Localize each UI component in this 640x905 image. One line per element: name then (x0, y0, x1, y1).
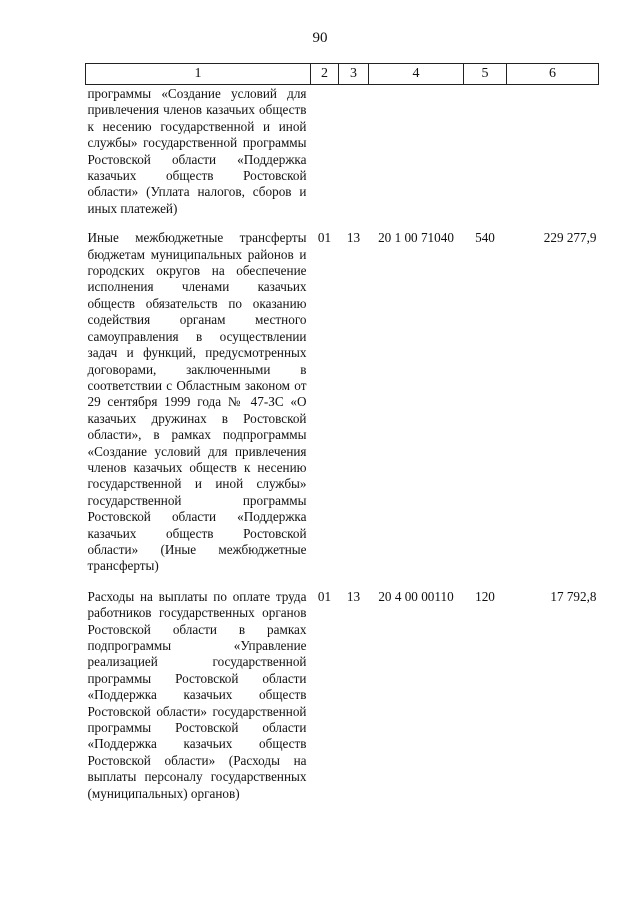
row-description: Иные межбюджетные трансферты бюджетам муниципальных районов и городских округов на обеспечение исполнения членами казачьих обществ обязательств по оказанию содействия органам местного самоуправления в осуществлении задач и функций, предусмотренных договорами, заключенными в соответствии с Областным законом от 29 сентября 1999 года № 47-ЗС «О казачьих дружинах в Ростовской области», в рамках подпрограммы «Создание условий для привлечения членов казачьих обществ к несению государственной и иной службы» государственной программы Ростовской области «Поддержка казачьих обществ Ростовской области» (Иные межбюджетные трансферты) (87, 230, 307, 574)
row-amount (507, 85, 599, 231)
row-description: Расходы на выплаты по оплате труда работников государственных органов Ростовской области в рамках подпрограммы «Управление реализацией государственной программы Ростовской области «Поддержка казачьих обществ Ростовской области» государственной программы Ростовской области «Поддержка казачьих обществ Ростовской области» (Расходы на выплаты персоналу государственных (муниципальных) органов) (87, 588, 307, 801)
row-amount: 229 277,9 (543, 230, 597, 246)
table-row (86, 589, 599, 806)
row-subsection: 13 (346, 230, 361, 246)
row-target-article: 20 4 00 00110 (378, 588, 454, 604)
header-col-2: 2 (311, 64, 339, 85)
row-expense-type: 120 (475, 588, 495, 604)
row-expense-type (464, 85, 507, 231)
row-subsection: 13 (346, 588, 361, 604)
header-col-4: 4 (369, 64, 464, 85)
row-description: программы «Создание условий для привлечения членов казачьих обществ к несению государственной и иной службы» государственной программы Ростовской области «Поддержка казачьих обществ Ростовской области» (Уплата налогов, сборов и иных платежей) (87, 86, 307, 216)
table-header (86, 64, 599, 85)
table-body (86, 85, 599, 807)
row-amount: 17 792,8 (550, 588, 597, 604)
row-expense-type: 540 (475, 230, 495, 246)
header-row (86, 64, 599, 85)
row-section: 01 (317, 588, 332, 604)
row-section: 01 (317, 230, 332, 246)
header-col-3: 3 (339, 64, 369, 85)
row-subsection (339, 85, 369, 231)
budget-table (85, 63, 599, 806)
page-number: 90 (312, 30, 328, 46)
row-section (311, 85, 339, 231)
row-target-article (369, 85, 464, 231)
row-target-article: 20 1 00 71040 (378, 230, 454, 246)
header-col-1: 1 (86, 64, 311, 85)
table-row (86, 230, 599, 589)
table-row (86, 85, 599, 231)
header-col-6: 6 (507, 64, 599, 85)
header-col-5: 5 (464, 64, 507, 85)
